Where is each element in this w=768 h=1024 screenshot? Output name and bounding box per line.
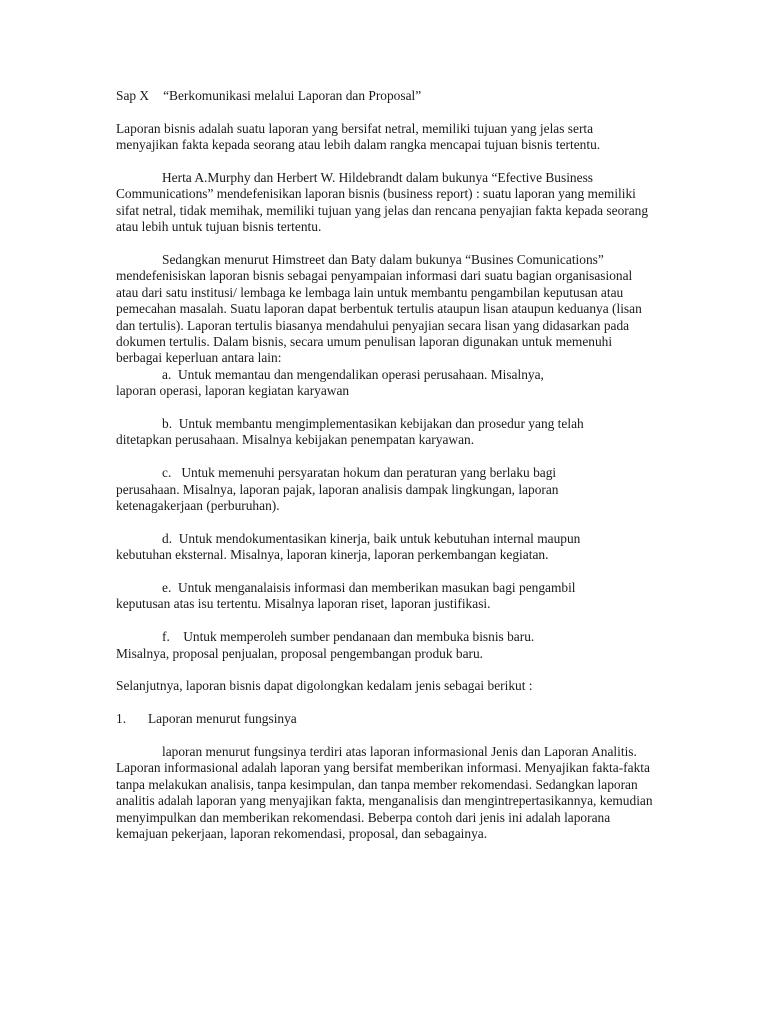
- list-item-text: Untuk membantu mengimplementasikan kebijakan dan prosedur yang telah: [178, 416, 584, 432]
- paragraph-fungsi-body: laporan menurut fungsinya terdiri atas laporan informasional Jenis dan Laporan Analitis. Laporan informasional adalah laporan yang bersifat memberikan informasi. Menyajikan fakta-fakta tanpa melakukan analisis, tanpa kesimpulan, dan tanpa member rekomendasi. Sedangkan laporan analitis adalah laporan yang menyajikan fakta, menganalisis dan mengintrepertasikannya, kemudian menyimpulkan dan memberikan rekomendasi. Beberpa contoh dari jenis ini adalah laporana kemajuan pekerjaan, laporan rekomendasi, proposal, dan sebagainya.: [116, 744, 653, 842]
- list-item-f: [116, 629, 656, 662]
- paragraph-murphy-definition: Herta A.Murphy dan Herbert W. Hildebrandt dalam bukunya “Efective Business Communications” mendefenisikan laporan bisnis (business report) : suatu laporan yang memiliki sifat netral, tidak memihak, memiliki tujuan yang jelas dan rencana penyajian fakta kepada seorang atau lebih untuk tujuan bisnis tertentu.: [116, 170, 649, 235]
- list-item-b: [116, 416, 656, 449]
- list-item-text: Untuk memperoleh sumber pendanaan dan membuka bisnis baru.: [183, 629, 535, 645]
- chapter-title: “Berkomunikasi melalui Laporan dan Proposal”: [163, 88, 422, 103]
- list-item-continuation: laporan operasi, laporan kegiatan karyawan: [116, 383, 350, 399]
- section-title: Laporan menurut fungsinya: [148, 711, 297, 727]
- paragraph-selanjutnya: Selanjutnya, laporan bisnis dapat digolongkan kedalam jenis sebagai berikut :: [116, 678, 533, 694]
- list-marker: a.: [162, 366, 172, 382]
- chapter-heading: [116, 88, 656, 104]
- list-item-d: [116, 531, 656, 564]
- list-marker: f.: [162, 629, 170, 645]
- list-marker: d.: [162, 530, 173, 546]
- list-marker: b.: [162, 416, 173, 432]
- list-item-continuation: keputusan atas isu tertentu. Misalnya laporan riset, laporan justifikasi.: [116, 596, 491, 612]
- document-page: [116, 88, 656, 843]
- list-item-text: Untuk memenuhi persyaratan hokum dan peraturan yang berlaku bagi: [181, 465, 557, 481]
- list-item-text: Untuk mendokumentasikan kinerja, baik untuk kebutuhan internal maupun: [178, 530, 581, 546]
- section-number: 1.: [116, 711, 127, 727]
- chapter-label: Sap X: [116, 88, 150, 103]
- list-item-a: [116, 367, 656, 400]
- list-item-continuation: perusahaan. Misalnya, laporan pajak, laporan analisis dampak lingkungan, laporan ketenagakerjaan (perburuhan).: [116, 481, 559, 514]
- section-heading-fungsi: [116, 711, 656, 727]
- list-item-continuation: kebutuhan eksternal. Misalnya, laporan kinerja, laporan perkembangan kegiatan.: [116, 547, 549, 563]
- list-item-c: [116, 465, 656, 514]
- paragraph-intro: Laporan bisnis adalah suatu laporan yang bersifat netral, memiliki tujuan yang jelas serta menyajikan fakta kepada seorang atau lebih dalam rangka mencapai tujuan bisnis tertentu.: [116, 120, 601, 153]
- list-item-continuation: Misalnya, proposal penjualan, proposal pengembangan produk baru.: [116, 645, 484, 661]
- list-item-text: Untuk memantau dan mengendalikan operasi perusahaan. Misalnya,: [178, 366, 544, 382]
- list-marker: e.: [162, 580, 172, 596]
- paragraph-himstreet-definition: Sedangkan menurut Himstreet dan Baty dalam bukunya “Busines Comunications” mendefenisiskan laporan bisnis sebagai penyampaian informasi dari suatu bagian organisasional atau dari satu institusi/ lembaga ke lembaga lain untuk membantu pengambilan keputusan atau pemecahan masalah. Suatu laporan dapat berbentuk tertulis ataupun lisan ataupun keduanya (lisan dan tertulis). Laporan tertulis biasanya mendahului penyajian secara lisan yang didasarkan pada dokumen tertulis. Dalam bisnis, secara umum penulisan laporan digunakan untuk memenuhi berbagai keperluan antara lain:: [116, 252, 642, 366]
- list-marker: c.: [162, 465, 172, 481]
- list-item-e: [116, 580, 656, 613]
- list-item-continuation: ditetapkan perusahaan. Misalnya kebijakan penempatan karyawan.: [116, 432, 475, 448]
- list-item-text: Untuk menganalaisis informasi dan memberikan masukan bagi pengambil: [178, 580, 576, 596]
